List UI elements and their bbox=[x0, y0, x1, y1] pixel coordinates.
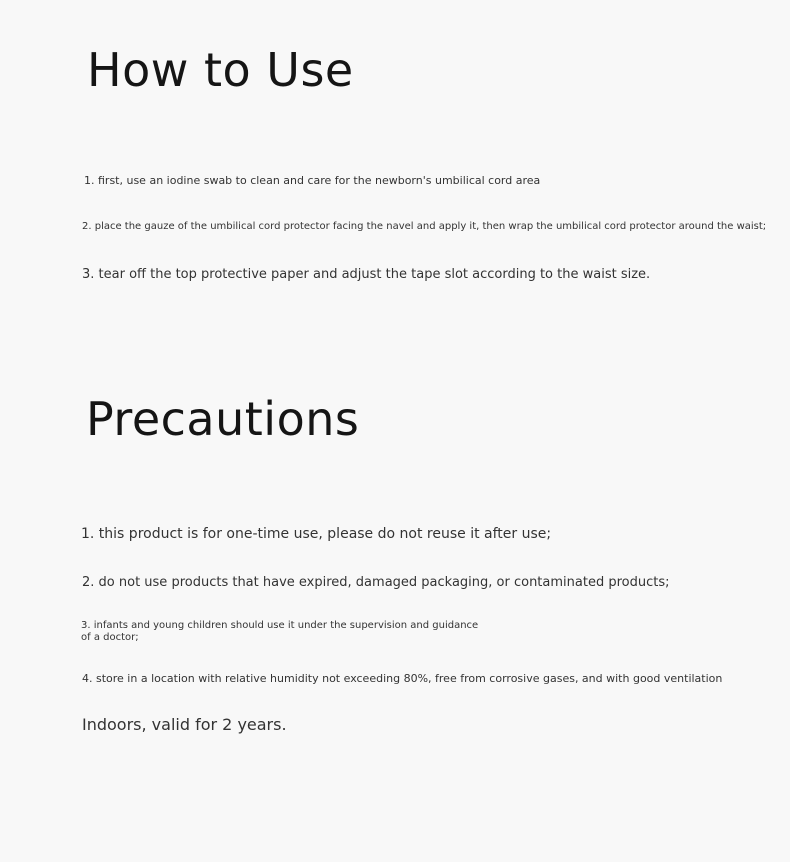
how-to-use-heading: How to Use bbox=[87, 43, 354, 97]
precaution-item-4: 4. store in a location with relative humidity not exceeding 80%, free from corrosive gases, and with good ventilation bbox=[82, 672, 723, 685]
precaution-item-1: 1. this product is for one-time use, please do not reuse it after use; bbox=[81, 526, 552, 542]
how-to-use-step-1: 1. first, use an iodine swab to clean and care for the newborn's umbilical cord area bbox=[84, 174, 541, 187]
precaution-validity-note: Indoors, valid for 2 years. bbox=[82, 715, 287, 734]
precautions-heading: Precautions bbox=[86, 392, 360, 446]
how-to-use-step-3: 3. tear off the top protective paper and adjust the tape slot according to the waist size. bbox=[82, 267, 651, 282]
how-to-use-step-2: 2. place the gauze of the umbilical cord protector facing the navel and apply it, then wrap the umbilical cord protector around the waist; bbox=[82, 221, 767, 232]
precaution-item-3: 3. infants and young children should use it under the supervision and guidance of a doctor; bbox=[81, 620, 479, 643]
precaution-item-2: 2. do not use products that have expired, damaged packaging, or contaminated products; bbox=[82, 575, 670, 590]
